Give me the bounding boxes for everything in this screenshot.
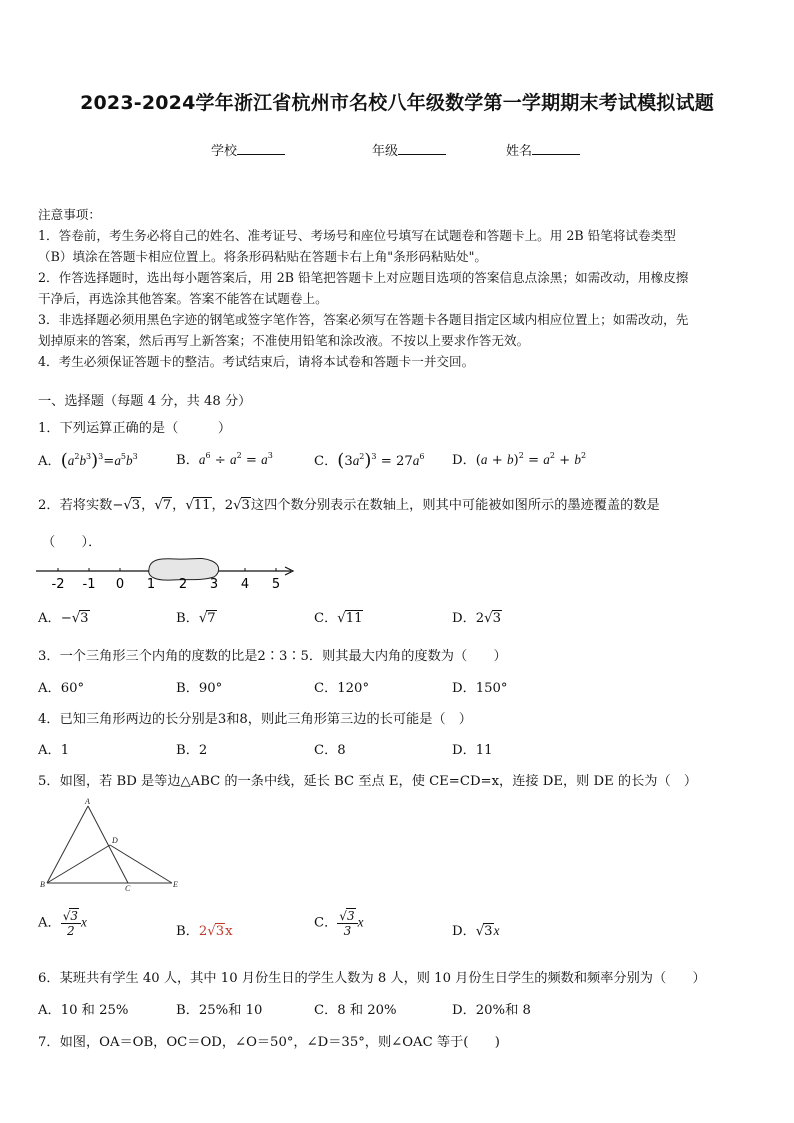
q3-option-c: C．120° — [314, 681, 370, 696]
question-3: 3．一个三角形三个内角的度数的比是2∶3∶5．则其最大内角的度数为（ ） — [38, 649, 507, 664]
tick-label: -1 — [82, 577, 96, 592]
q1-option-a: A．$(a^2b^3)^3=a^5b^3$ — [38, 450, 138, 471]
tick-label: 4 — [240, 577, 250, 592]
q1-option-c: C．$(3a^2)^3 = 27a^6$ — [314, 450, 425, 471]
question-4: 4．已知三角形两边的长分别是3和8，则此三角形第三边的长可能是（ ） — [38, 712, 472, 727]
point-label-d: D — [112, 836, 118, 845]
grade-field: 年级 — [372, 140, 446, 159]
note-3a: 3．非选择题必须用黑色字迹的钢笔或签字笔作答，答案必须写在答题卡各题目指定区域内相应位置上；如需改动，先 — [38, 312, 689, 327]
note-3b: 划掉原来的答案，然后再写上新答案；不准使用铅笔和涂改液。不按以上要求作答无效。 — [38, 333, 530, 348]
note-2b: 干净后，再选涂其他答案。答案不能答在试题卷上。 — [38, 291, 328, 306]
q4-option-d: D．11 — [452, 743, 493, 758]
q6-option-c: C．8 和 20% — [314, 1003, 397, 1018]
question-6: 6．某班共有学生 40 人，其中 10 月份生日的学生人数为 8 人，则 10 月份生日学生的频数和频率分别为（ ） — [38, 971, 706, 986]
tick-label: 1 — [146, 577, 156, 592]
q3-option-a: A．60° — [38, 681, 85, 696]
q5-option-b: B．2√3x — [176, 924, 233, 939]
note-1b: （B）填涂在答题卡相应位置上。将条形码粘贴在答题卡右上角"条形码粘贴处"。 — [38, 249, 488, 264]
name-field: 姓名 — [506, 140, 580, 159]
q4-option-c: C．8 — [314, 743, 346, 758]
question-2: 2．若将实数−√3，√7，√11，2√3这四个数分别表示在数轴上，则其中可能被如图所示的墨迹覆盖的数是 — [38, 498, 660, 513]
point-label-e: E — [173, 880, 178, 889]
q4-option-b: B．2 — [176, 743, 208, 758]
note-1a: 1．答卷前，考生务必将自己的姓名、准考证号、考场号和座位号填写在试题卷和答题卡上。用 2B 铅笔将试卷类型 — [38, 228, 676, 243]
notes-heading: 注意事项： — [38, 207, 101, 222]
q5-option-d: D．√3x — [452, 923, 500, 939]
q6-option-b: B．25%和 10 — [176, 1003, 263, 1018]
question-1: 1．下列运算正确的是（ ） — [38, 421, 232, 436]
tick-label: 2 — [178, 577, 188, 592]
number-line-figure — [36, 553, 298, 593]
q6-option-a: A．10 和 25% — [38, 1003, 129, 1018]
point-label-b: B — [40, 880, 45, 889]
tick-label: 0 — [115, 577, 125, 592]
point-label-a: A — [85, 797, 90, 806]
triangle-figure — [38, 796, 188, 892]
q3-option-d: D．150° — [452, 681, 508, 696]
q4-option-a: A．1 — [38, 743, 70, 758]
page-title: 2023-2024学年浙江省杭州市名校八年级数学第一学期期末考试模拟试题 — [80, 92, 714, 114]
school-field: 学校 — [211, 140, 285, 159]
question-5: 5．如图，若 BD 是等边△ABC 的一条中线，延长 BC 至点 E，使 CE=CD=x，连接 DE，则 DE 的长为（ ） — [38, 774, 698, 789]
section-heading: 一、选择题（每题 4 分，共 48 分） — [38, 394, 252, 409]
q5-option-c: C． $\frac{√3}{3}$ x — [314, 909, 364, 938]
q2-option-a: A．−√3 — [38, 611, 89, 626]
q2-option-c: C．√11 — [314, 611, 363, 626]
note-2a: 2．作答选择题时，选出每小题答案后，用 2B 铅笔把答题卡上对应题目选项的答案信息点涂黑；如需改动，用橡皮擦 — [38, 270, 689, 285]
question-7: 7．如图，OA＝OB，OC＝OD，∠O＝50°，∠D＝35°，则∠OAC 等于( ) — [38, 1035, 500, 1050]
q5-option-a: A． $\frac{√3}{2}$ x — [38, 909, 87, 938]
q2-option-d: D．2√3 — [452, 611, 501, 626]
tick-label: 3 — [209, 577, 219, 592]
tick-label: 5 — [271, 577, 281, 592]
tick-label: -2 — [51, 577, 65, 592]
note-4: 4．考生必须保证答题卡的整洁。考试结束后，请将本试卷和答题卡一并交回。 — [38, 354, 475, 369]
q1-option-b: B．$a^6 \div a^2 = a^3$ — [176, 451, 273, 468]
q2-option-b: B．√7 — [176, 611, 216, 626]
q6-option-d: D．20%和 8 — [452, 1003, 531, 1018]
q1-option-d: D．$(a + b)^2 = a^2 + b^2$ — [452, 451, 587, 468]
point-label-c: C — [125, 884, 131, 892]
q2-paren: （ ）． — [42, 535, 102, 550]
q3-option-b: B．90° — [176, 681, 223, 696]
